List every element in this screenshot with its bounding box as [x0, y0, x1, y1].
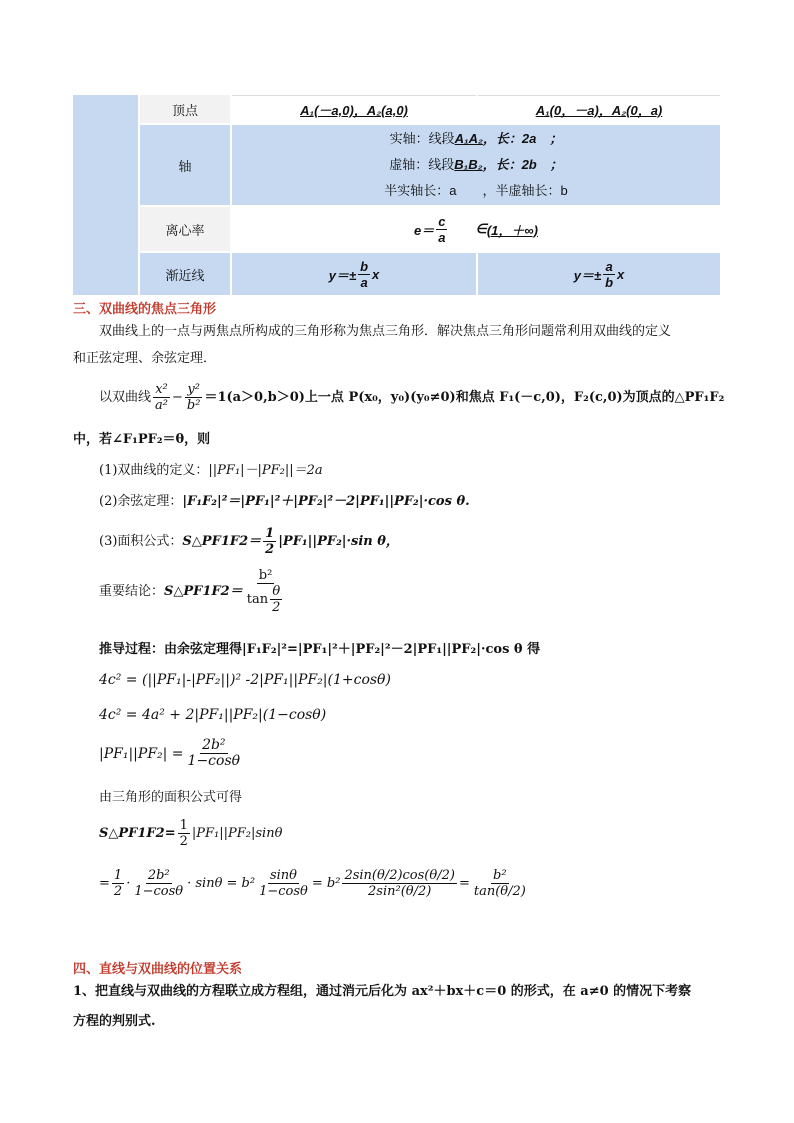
item1-label: (1)双曲线的定义： — [99, 463, 209, 478]
p2-intro: 以双曲线 — [99, 389, 152, 405]
equation-2: 4c² = 4a² + 2|PF₁||PF₂|(1−cosθ) — [99, 707, 327, 723]
derivation-title: 推导过程：由余弦定理得|F₁F₂|²=|PF₁|²＋|PF₂|²－2|PF₁||PF₂|·cos θ 得 — [99, 642, 541, 657]
item3-num: 1 — [265, 526, 275, 541]
conclusion-den — [245, 584, 287, 615]
section3-p2-line2: 中，若∠F₁PF₂＝θ，则 — [73, 432, 211, 447]
equation-5 — [99, 868, 530, 899]
hyperbola-y-term: $\frac{\text{y²}}{\text{b²}}$ — [186, 382, 201, 413]
eq5-f2 — [132, 868, 185, 899]
eq5-dot: · — [126, 876, 131, 891]
axis-line-imag — [389, 152, 563, 178]
area-intro: 由三角形的面积公式可得 — [99, 790, 243, 805]
item1-formula: ||PF₁|－|PF₂||＝2a — [208, 463, 323, 478]
conclusion-theta: θ — [272, 584, 281, 599]
eq4-den: 2 — [179, 834, 188, 849]
asym-left-x: x — [372, 266, 380, 282]
item2-formula: |F₁F₂|²＝|PF₁|²＋|PF₂|²－2|PF₁||PF₂|·cos θ. — [182, 494, 470, 509]
eq5-f4 — [342, 868, 457, 899]
eq5-f5n: b² — [493, 868, 507, 883]
eq5-f2d: 1−cosθ — [134, 884, 184, 899]
item3-fraction — [263, 526, 276, 557]
item-definition — [99, 461, 323, 481]
asymptote-left — [232, 253, 476, 295]
ecc-den: a — [438, 229, 446, 245]
axis-imag-prefix: 虚轴：线段 — [389, 157, 455, 172]
eq4-fraction — [178, 818, 190, 849]
axis-content — [232, 125, 720, 205]
asym-right-x: x — [617, 266, 625, 282]
conclusion-tan: tan — [246, 592, 269, 607]
eq5-f5d: tan(θ/2) — [473, 884, 526, 899]
item-cosine-law — [99, 492, 470, 512]
asym-left-num: b — [360, 258, 369, 274]
vertex-right: A₁(0，－a)，A₂(0，a) — [478, 95, 720, 123]
axis-real-length: ，长：2a ； — [482, 131, 563, 146]
item3-s: S△PF1F2＝ — [182, 533, 262, 549]
table-side-column — [73, 95, 138, 295]
eq3-left: |PF₁||PF₂| = — [99, 745, 184, 762]
conclusion-fraction — [245, 568, 287, 615]
eq5-f2n: 2b² — [147, 868, 170, 883]
section3-p2-line1: 以双曲线 $\frac{\text{x²}}{\text{a²}}$ − $\frac{\text{y²}}{\text{b²}}$ ＝1(a＞0,b＞0)上一点 P(x₀，y₀)(y₀≠0)和焦点 F₁(－c,0)，F₂(c,0)为顶点的△PF₁F₂ — [99, 382, 725, 413]
item3-rest: |PF₁||PF₂|·sin θ， — [278, 533, 399, 549]
vertex-left: A₁(－a,0)，A₂(a,0) — [232, 95, 476, 123]
eq3-den: 1−cosθ — [187, 753, 241, 769]
asym-right-den: b — [605, 274, 614, 290]
ecc-prefix: e＝ — [414, 222, 435, 238]
equation-4 — [99, 818, 282, 849]
eq3-fraction — [186, 738, 243, 769]
eq5-f5 — [472, 868, 528, 899]
section3-p1-line2: 和正弦定理、余弦定理． — [73, 351, 217, 366]
eq5-f1n: 1 — [113, 868, 123, 883]
ecc-range: (1，＋∞) — [486, 222, 538, 238]
eccentricity-formula — [232, 207, 720, 251]
section3-heading: 三、双曲线的焦点三角形 — [73, 302, 217, 317]
eq5-t3: = b² — [311, 876, 341, 891]
vertex-label: 顶点 — [140, 95, 230, 123]
important-conclusion — [99, 568, 288, 615]
conclusion-s: S△PF1F2＝ — [164, 583, 243, 599]
eq5-f4d: 2sin²(θ/2) — [368, 884, 432, 899]
eq4-s: S△PF1F2= — [99, 826, 176, 841]
eq5-f3n: sinθ — [269, 868, 297, 883]
item2-label: (2)余弦定理： — [99, 494, 183, 509]
eq4-rest: |PF₁||PF₂|sinθ — [191, 826, 283, 841]
eq5-f3d: 1−cosθ — [259, 884, 308, 899]
asymptote-label: 渐近线 — [140, 253, 230, 295]
equation-3 — [99, 738, 244, 769]
axis-imag-segment: B₁B₂ — [454, 157, 483, 172]
axis-real-prefix: 实轴：线段 — [389, 131, 455, 146]
asymptote-right — [478, 253, 720, 295]
p2-rest: ＝1(a＞0,b＞0)上一点 P(x₀，y₀)(y₀≠0)和焦点 F₁(－c,0)，F₂(c,0)为顶点的△PF₁F₂ — [204, 389, 725, 405]
eccentricity-label: 离心率 — [140, 207, 230, 251]
item3-den: 2 — [265, 542, 275, 557]
axis-real-segment: A₁A₂ — [454, 131, 483, 146]
item3-label: (3)面积公式： — [99, 533, 183, 549]
eq5-f1d: 2 — [113, 884, 123, 899]
item-area-formula — [99, 526, 399, 557]
axis-line-half: 半实轴长：a ，半虚轴长：b — [384, 183, 568, 198]
asym-right-num: a — [605, 258, 613, 274]
axis-label: 轴 — [140, 125, 230, 205]
asym-left-fraction — [358, 259, 370, 290]
eq4-num: 1 — [179, 818, 188, 833]
section4-p1-line2: 方程的判别式. — [73, 1014, 156, 1029]
ecc-num: c — [438, 213, 446, 229]
eq5-eq: = — [99, 876, 110, 891]
asym-right-prefix: y＝± — [573, 267, 602, 283]
eq5-f4n: 2sin(θ/2)cos(θ/2) — [344, 868, 455, 883]
eq3-num: 2b² — [202, 737, 226, 753]
ecc-fraction — [436, 214, 447, 245]
conclusion-label: 重要结论： — [99, 583, 165, 599]
asym-left-prefix: y＝± — [328, 267, 357, 283]
section4-heading: 四、直线与双曲线的位置关系 — [73, 962, 243, 977]
hyperbola-x-term: $\frac{\text{x²}}{\text{a²}}$ — [155, 382, 168, 413]
axis-line-real — [390, 126, 563, 152]
axis-imag-length: ，长：2b ； — [482, 157, 563, 172]
equation-1: 4c² = (||PF₁|-|PF₂||)² -2|PF₁||PF₂|(1+cosθ) — [99, 672, 391, 688]
asym-right-fraction — [603, 259, 615, 290]
eq5-f3 — [257, 868, 310, 899]
eq5-f1 — [112, 868, 124, 899]
asym-left-den: a — [360, 274, 368, 290]
conclusion-num: b² — [258, 568, 273, 583]
eq5-t2: · sinθ = b² — [187, 876, 256, 891]
eq5-t4: = — [458, 876, 470, 891]
ecc-in-symbol: ∈ — [475, 221, 487, 236]
section4-p1-line1: 1、把直线与双曲线的方程联立成方程组，通过消元后化为 ax²＋bx＋c＝0 的形式，在 a≠0 的情况下考察 — [73, 984, 692, 999]
section3-p1-line1: 双曲线上的一点与两焦点所构成的三角形称为焦点三角形．解决焦点三角形问题常利用双曲线的定义 — [99, 324, 672, 339]
conclusion-two: 2 — [272, 600, 281, 615]
